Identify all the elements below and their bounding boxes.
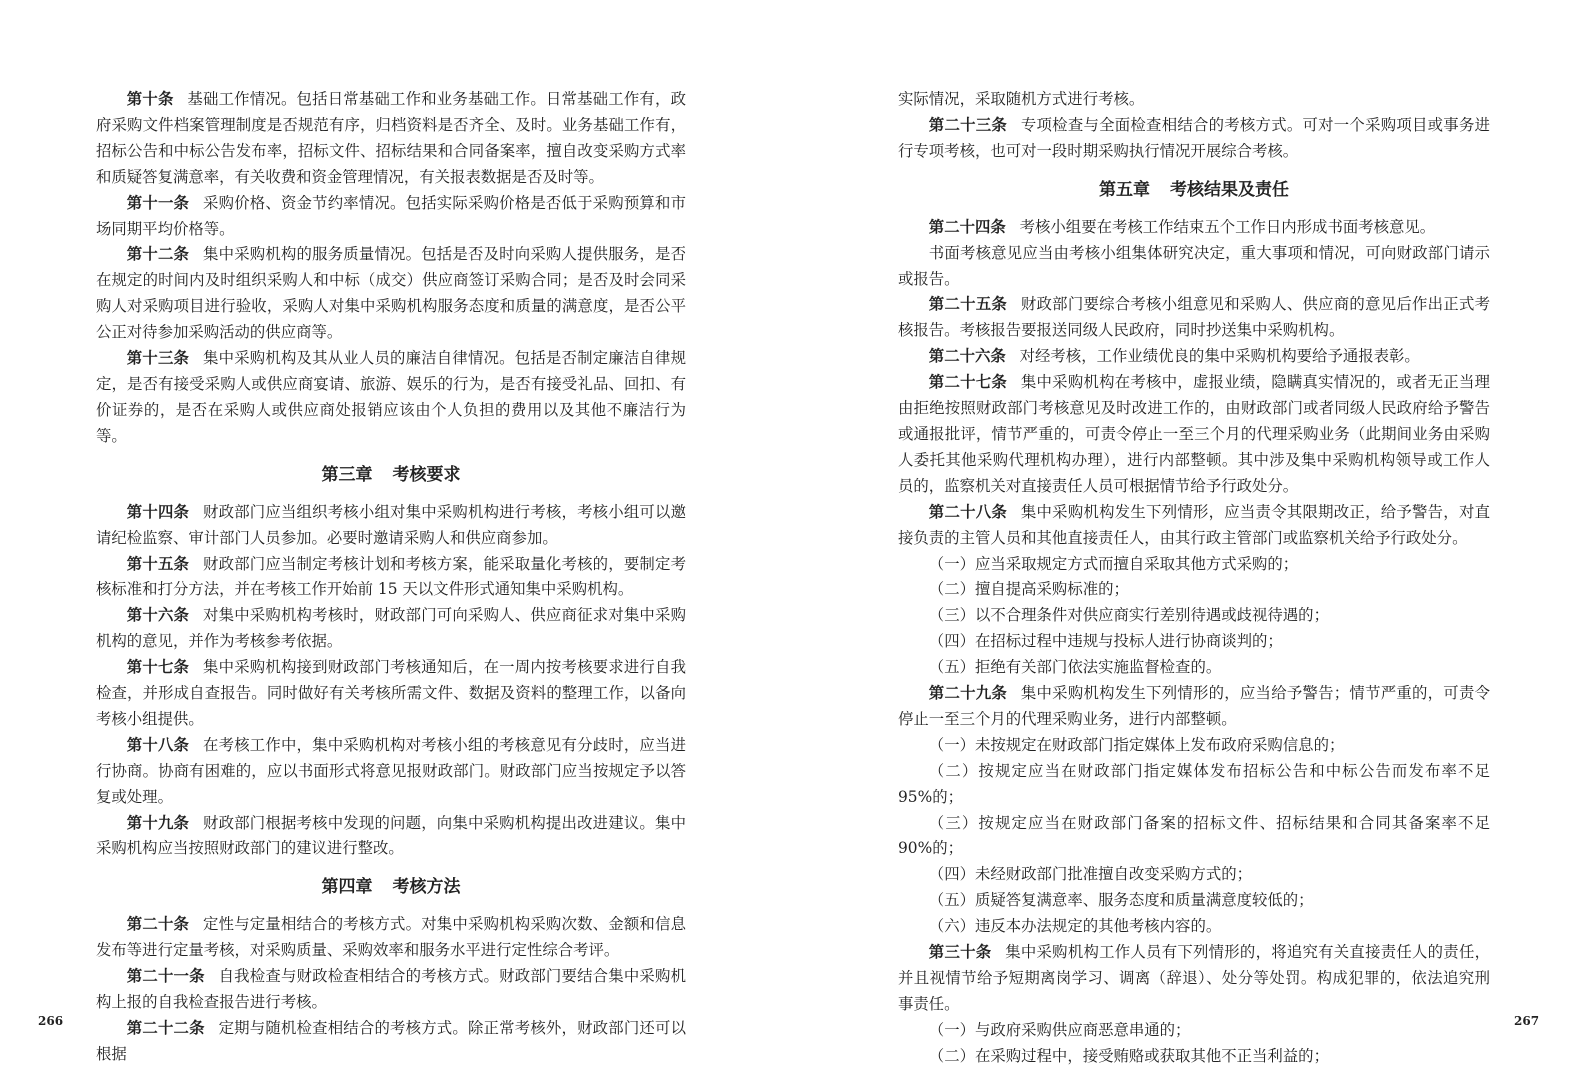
article-label: 第十八条 — [126, 735, 190, 754]
article-label: 第十一条 — [126, 193, 190, 212]
list-item: （三）按规定应当在财政部门备案的招标文件、招标结果和合同其备案率不足 90%的； — [898, 813, 1490, 858]
article-text: 集中采购机构在考核中，虚报业绩，隐瞒真实情况的，或者无正当理由拒绝按照财政部门考核意见及时改进工作的，由财政部门或者同级人民政府给予警告或通报批评，情节严重的，可责令停止一至三个月的代理采购业务（此期间业务由采购人委托其他采购代理机构办理），进行内部整顿。其中涉及集中采购机构领导或工作人员的，监察机关对直接责任人员可根据情节给予行政处分。 — [898, 373, 1490, 495]
article-paragraph — [96, 912, 686, 964]
article-paragraph — [898, 344, 1490, 370]
article-paragraph — [96, 346, 686, 450]
article-text: 专项检查与全面检查相结合的考核方式。可对一个采购项目或事务进行专项考核，也可对一段时期采购执行情况开展综合考核。 — [898, 115, 1490, 160]
article-paragraph — [96, 500, 686, 552]
chapter-number: 第三章 — [321, 464, 373, 485]
article-text: 考核小组要在考核工作结束五个工作日内形成书面考核意见。 — [1019, 217, 1436, 236]
chapter-title: 考核要求 — [392, 464, 461, 485]
page-number-left: 266 — [38, 1014, 64, 1028]
list-item: （一）与政府采购供应商恶意串通的； — [928, 1020, 1191, 1039]
list-item: （二）按规定应当在财政部门指定媒体发布招标公告和中标公告而发布率不足 95%的； — [898, 761, 1490, 806]
list-item: （六）违反本办法规定的其他考核内容的。 — [928, 917, 1222, 936]
article-paragraph — [898, 681, 1490, 733]
article-paragraph — [96, 1016, 686, 1068]
article-label: 第二十九条 — [928, 684, 1008, 703]
article-text: 集中采购机构及其从业人员的廉洁自律情况。包括是否制定廉洁自律规定，是否有接受采购人或供应商宴请、旅游、娱乐的行为，是否有接受礼品、回扣、有价证券的，是否在采购人或供应商处报销应该由个人负担的费用以及其他不廉洁行为等。 — [96, 349, 686, 445]
article-text: 定期与随机检查相结合的考核方式。除正常考核外，财政部门还可以根据 — [96, 1019, 686, 1063]
right-page-body — [898, 87, 1490, 1070]
list-item: （四）在招标过程中违规与投标人进行协商谈判的； — [928, 632, 1283, 651]
article-text: 在考核工作中，集中采购机构对考核小组的考核意见有分歧时，应当进行协商。协商有困难的，应以书面形式将意见报财政部门。财政部门应当按规定予以答复或处理。 — [96, 735, 686, 806]
chapter-heading — [96, 450, 686, 500]
article-paragraph — [96, 655, 686, 733]
article-text: 基础工作情况。包括日常基础工作和业务基础工作。日常基础工作有，政府采购文件档案管理制度是否规范有序，归档资料是否齐全、及时。业务基础工作有，招标公告和中标公告发布率，招标文件、招标结果和合同备案率，擅自改变采购方式率和质疑答复满意率，有关收费和资金管理情况，有关报表数据是否及时等。 — [96, 90, 686, 186]
list-item: （五）质疑答复满意率、服务态度和质量满意度较低的； — [928, 891, 1314, 910]
article-text: 集中采购机构工作人员有下列情形的，将追究有关直接责任人的责任，并且视情节给予短期离岗学习、调离（辞退）、处分等处罚。构成犯罪的，依法追究刑事责任。 — [898, 943, 1490, 1013]
list-item: （二）擅自提高采购标准的； — [928, 580, 1129, 599]
article-paragraph — [898, 940, 1490, 1018]
article-label: 第十九条 — [126, 813, 190, 832]
article-label: 第二十四条 — [928, 217, 1006, 236]
article-paragraph — [898, 500, 1490, 552]
article-label: 第二十三条 — [928, 115, 1008, 134]
article-paragraph — [96, 87, 686, 191]
article-label: 第二十六条 — [928, 347, 1006, 366]
article-text: 集中采购机构的服务质量情况。包括是否及时向采购人提供服务，是否在规定的时间内及时组织采购人和中标（成交）供应商签订采购合同；是否及时会同采购人对采购项目进行验收，采购人对集中采购机构服务态度和质量的满意度，是否公平公正对待参加采购活动的供应商等。 — [96, 245, 686, 342]
article-text: 财政部门根据考核中发现的问题，向集中采购机构提出改进建议。集中采购机构应当按照财政部门的建议进行整改。 — [96, 813, 686, 858]
list-item: （五）拒绝有关部门依法实施监督检查的。 — [928, 658, 1222, 677]
article-paragraph — [898, 292, 1490, 344]
page-number-right: 267 — [1514, 1014, 1540, 1028]
article-paragraph — [96, 811, 686, 863]
article-label: 第二十二条 — [126, 1019, 205, 1037]
article-paragraph — [898, 215, 1490, 241]
article-text: 对集中采购机构考核时，财政部门可向采购人、供应商征求对集中采购机构的意见，并作为考核参考依据。 — [96, 606, 686, 651]
article-text: 财政部门要综合考核小组意见和采购人、供应商的意见后作出正式考核报告。考核报告要报送同级人民政府，同时抄送集中采购机构。 — [898, 295, 1490, 340]
article-paragraph — [898, 370, 1490, 500]
article-text: 对经考核，工作业绩优良的集中采购机构要给予通报表彰。 — [1019, 347, 1420, 366]
article-text: 采购价格、资金节约率情况。包括实际采购价格是否低于采购预算和市场同期平均价格等。 — [96, 193, 686, 238]
chapter-heading — [898, 165, 1490, 215]
chapter-number: 第四章 — [321, 877, 373, 898]
article-label: 第二十七条 — [928, 373, 1008, 392]
paragraph: 书面考核意见应当由考核小组集体研究决定，重大事项和情况，可向财政部门请示或报告。 — [898, 243, 1490, 288]
list-item: （三）以不合理条件对供应商实行差别待遇或歧视待遇的； — [928, 606, 1329, 625]
article-label: 第十五条 — [126, 554, 190, 573]
article-label: 第三十条 — [928, 943, 992, 962]
article-label: 第十条 — [126, 90, 174, 108]
article-text: 自我检查与财政检查相结合的考核方式。财政部门要结合集中采购机构上报的自我检查报告进行考核。 — [96, 967, 686, 1012]
chapter-title: 考核结果及责任 — [1170, 179, 1289, 200]
list-item: （一）应当采取规定方式而擅自采取其他方式采购的； — [928, 554, 1299, 573]
article-text: 集中采购机构发生下列情形，应当责令其限期改正，给予警告，对直接负责的主管人员和其他直接责任人，由其行政主管部门或监察机关给予行政处分。 — [898, 502, 1490, 547]
chapter-heading — [96, 862, 686, 912]
article-text: 定性与定量相结合的考核方式。对集中采购机构采购次数、金额和信息发布等进行定量考核，对采购质量、采购效率和服务水平进行定性综合考评。 — [96, 915, 686, 960]
article-label: 第二十一条 — [126, 967, 205, 986]
article-label: 第十二条 — [126, 245, 190, 264]
article-label: 第十七条 — [126, 658, 190, 677]
article-paragraph — [96, 242, 686, 346]
article-paragraph — [898, 113, 1490, 165]
article-text: 集中采购机构发生下列情形的，应当给予警告；情节严重的，可责令停止一至三个月的代理采购业务，进行内部整顿。 — [898, 684, 1490, 728]
chapter-number: 第五章 — [1099, 179, 1150, 200]
list-item: （二）在采购过程中，接受贿赂或获取其他不正当利益的； — [928, 1046, 1329, 1065]
list-item: （四）未经财政部门批准擅自改变采购方式的； — [928, 865, 1253, 884]
article-paragraph — [96, 733, 686, 811]
article-text: 财政部门应当制定考核计划和考核方案，能采取量化考核的，要制定考核标准和打分方法，并在考核工作开始前 15 天以文件形式通知集中采购机构。 — [96, 554, 686, 599]
article-label: 第二十条 — [126, 915, 190, 934]
left-page-body — [96, 87, 686, 1068]
chapter-title: 考核方法 — [392, 877, 461, 898]
continuation-paragraph: 实际情况，采取随机方式进行考核。 — [898, 90, 1145, 108]
article-label: 第二十五条 — [928, 295, 1008, 314]
article-text: 集中采购机构接到财政部门考核通知后，在一周内按考核要求进行自我检查，并形成自查报告。同时做好有关考核所需文件、数据及资料的整理工作，以备向考核小组提供。 — [96, 658, 686, 728]
article-paragraph — [96, 603, 686, 655]
article-paragraph — [96, 964, 686, 1016]
article-paragraph — [96, 552, 686, 604]
article-text: 财政部门应当组织考核小组对集中采购机构进行考核，考核小组可以邀请纪检监察、审计部门人员参加。必要时邀请采购人和供应商参加。 — [96, 502, 686, 547]
article-paragraph — [96, 191, 686, 243]
article-label: 第十三条 — [126, 349, 190, 368]
article-label: 第十六条 — [126, 606, 190, 625]
article-label: 第十四条 — [126, 502, 190, 521]
list-item: （一）未按规定在财政部门指定媒体上发布政府采购信息的； — [928, 735, 1345, 754]
article-label: 第二十八条 — [928, 502, 1008, 521]
